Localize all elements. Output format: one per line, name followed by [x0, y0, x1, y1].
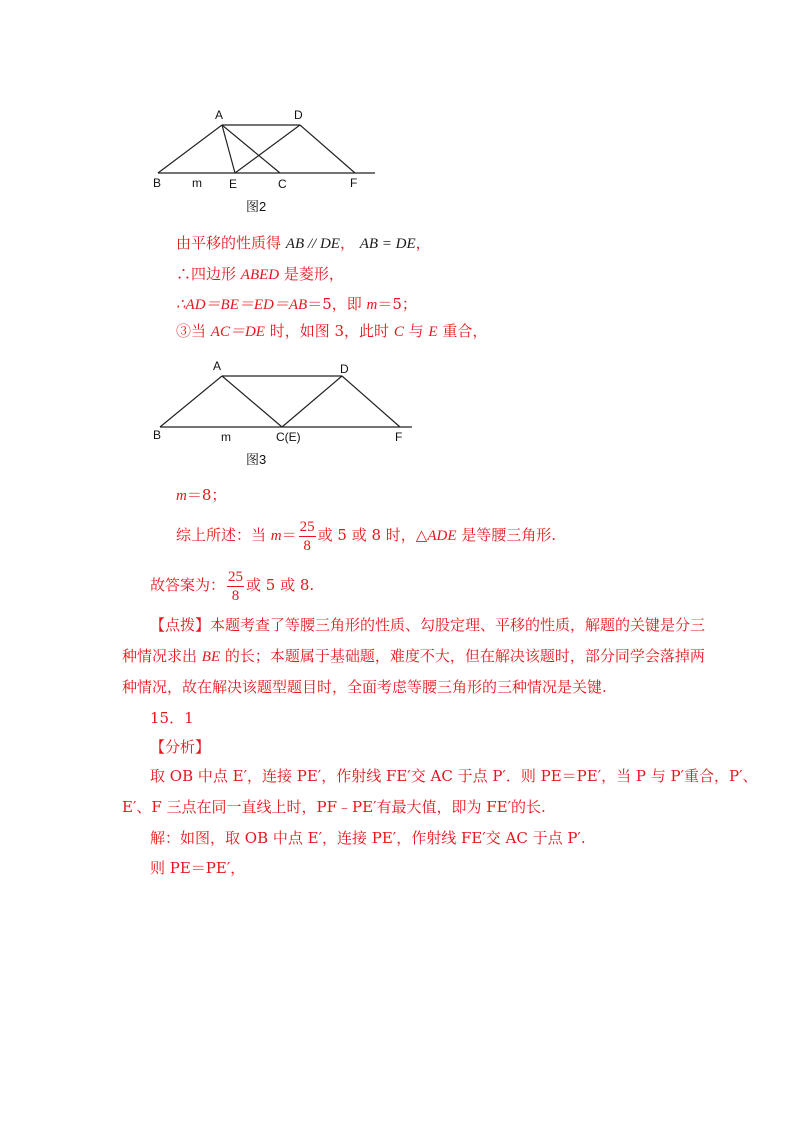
segment-AC — [222, 125, 280, 173]
segment-DE — [235, 125, 300, 173]
segment-AB — [158, 125, 222, 173]
denominator: 8 — [303, 537, 311, 554]
numerator: 25 — [299, 518, 315, 535]
label-B: B — [153, 176, 162, 190]
line-case-3 — [176, 321, 487, 342]
label-F: F — [395, 430, 403, 444]
line-m-equals-5 — [176, 294, 417, 315]
text: 是等腰三角形. — [456, 526, 557, 544]
text: 时，如图 3，此时 — [264, 322, 394, 340]
label-C: C — [278, 177, 287, 191]
expr: C — [393, 324, 404, 340]
figure-2-caption: 图2 — [246, 199, 267, 214]
analysis-line-1: 取 OB 中点 E′，连接 PE′，作射线 FE′交 AC 于点 P′．则 PE＝PE′，当 P 与 P′重合，P′、 — [150, 767, 758, 785]
text: ③当 — [176, 322, 211, 340]
label-m: m — [221, 430, 231, 444]
question-15-heading: 15．1 — [150, 709, 194, 727]
label-E: E — [229, 177, 238, 191]
expr: ∴AD＝BE＝ED＝AB — [176, 297, 308, 313]
expr: ADE — [427, 528, 457, 544]
analysis-heading: 【分析】 — [150, 738, 211, 756]
text: 是菱形， — [279, 265, 344, 283]
label-A: A — [215, 108, 224, 122]
analysis-line-2: E′、F 三点在同一直线上时，PF﹣PE′有最大值，即为 FE′的长. — [122, 798, 546, 816]
label-A: A — [213, 359, 222, 373]
text: ＝5，即 — [307, 295, 367, 313]
label-CE: C(E) — [276, 430, 301, 444]
label-D: D — [294, 108, 303, 122]
line-rhombus — [176, 264, 344, 285]
fraction-25-8 — [299, 518, 316, 555]
figure-3-drawing — [150, 366, 420, 436]
text: 的长；本题属于基础题，难度不大，但在解决该题时，部分同学会落掉两 — [220, 647, 705, 665]
tip-line-3: 种情况，故在解决该题型题目时，全面考虑等腰三角形的三种情况是关键. — [122, 678, 607, 696]
segment-AB — [160, 376, 222, 427]
expr: AB = DE — [359, 236, 416, 252]
line-answer — [150, 565, 314, 605]
line-m-equals-8 — [176, 485, 226, 506]
text: ， — [415, 234, 431, 252]
segment-DF — [300, 125, 355, 173]
text: 故答案为： — [150, 576, 226, 594]
text: ， — [339, 234, 360, 252]
solution-line-1: 解：如图，取 OB 中点 E′，连接 PE′，作射线 FE′交 AC 于点 P′. — [150, 829, 586, 847]
expr: E — [428, 324, 438, 340]
text: 由平移的性质得 — [176, 234, 286, 252]
expr: m — [270, 528, 282, 544]
label-m: m — [192, 176, 202, 190]
segment-DC — [282, 376, 342, 427]
label-F: F — [350, 176, 358, 190]
text: ∴四边形 — [176, 265, 241, 283]
text: 综上所述：当 — [176, 526, 271, 544]
label-D: D — [340, 362, 349, 376]
text: 与 — [403, 322, 429, 340]
expr: m — [366, 297, 378, 313]
expr: AC＝DE — [210, 324, 265, 340]
expr: AB // DE — [285, 236, 340, 252]
numerator: 25 — [228, 568, 244, 585]
segment-DF — [342, 376, 400, 427]
label-B: B — [153, 428, 162, 442]
fraction-25-8 — [227, 568, 244, 605]
expr: BE — [201, 649, 221, 665]
tip-line-2 — [122, 646, 705, 667]
text: 种情况求出 — [122, 647, 202, 665]
text: 或 5 或 8. — [246, 576, 315, 594]
segment-AC — [222, 376, 282, 427]
line-translation-property — [176, 233, 431, 254]
expr: m — [176, 488, 187, 504]
segment-AE — [222, 125, 235, 173]
text: ＝ — [281, 526, 297, 544]
text: 重合， — [437, 322, 488, 340]
figure-3-caption: 图3 — [246, 452, 267, 467]
tip-line-1: 【点拨】本题考查了等腰三角形的性质、勾股定理、平移的性质，解题的关键是分三 — [150, 616, 706, 634]
solution-line-2: 则 PE＝PE′， — [150, 859, 246, 877]
line-summary — [176, 515, 556, 556]
text: 或 5 或 8 时，△ — [317, 526, 428, 544]
denominator: 8 — [231, 587, 240, 604]
text: ＝5； — [377, 295, 417, 313]
text: ＝8； — [186, 486, 227, 504]
expr: ABED — [240, 267, 280, 283]
